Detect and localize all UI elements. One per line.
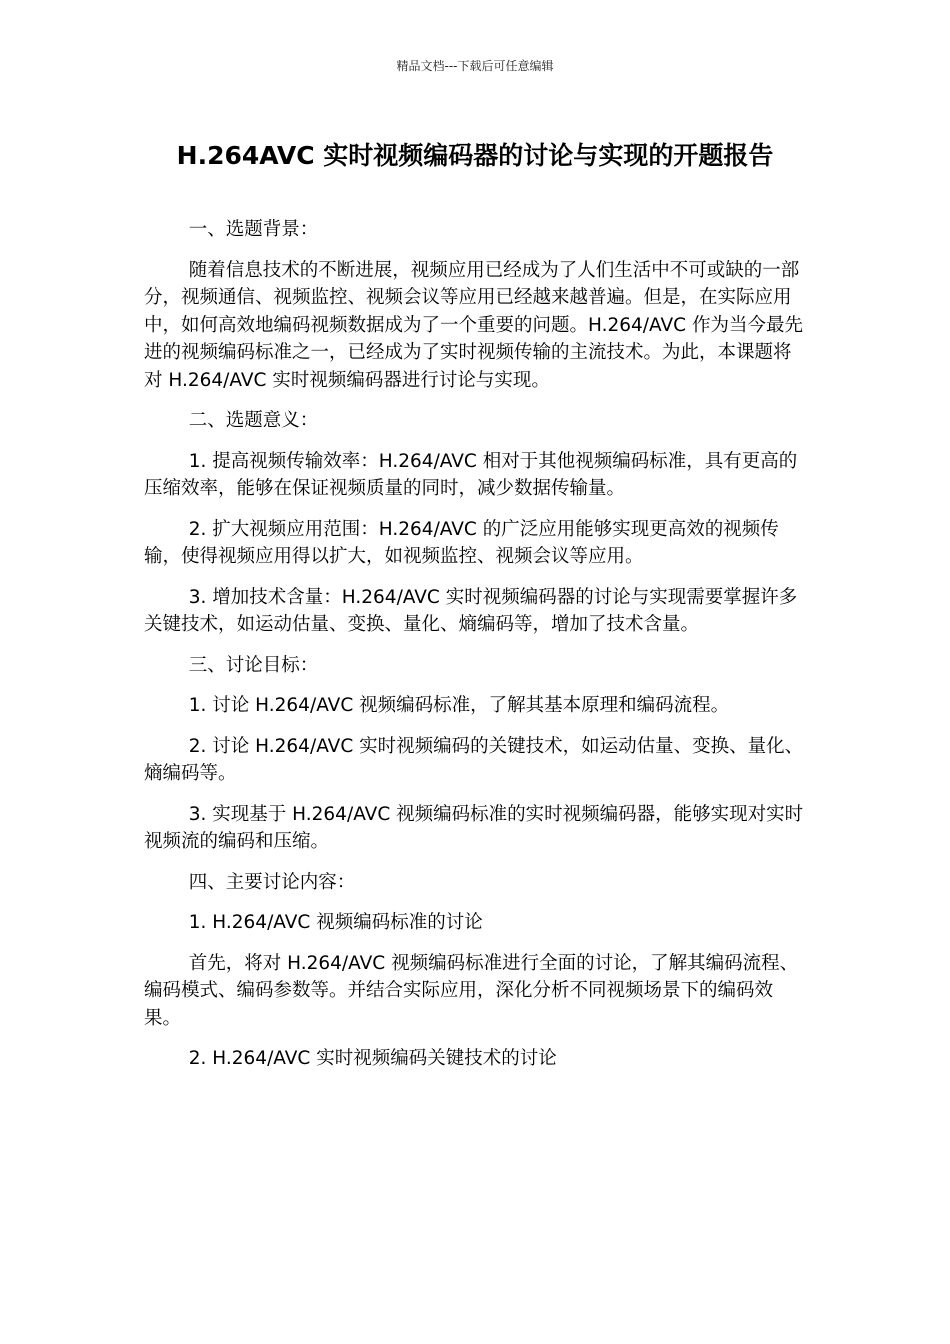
section-heading-significance: 二、选题意义： [188,410,319,431]
subheading-content-2: 2. H.264/AVC 实时视频编码关键技术的讨论 [188,1048,557,1069]
paragraph-background: 随着信息技术的不断进展，视频应用已经成为了人们生活中不可或缺的一部分，视频通信、视频监控、视频会议等应用已经越来越普遍。但是，在实际应用中，如何高效地编码视频数据成为了一个重要的问题。H.264/AVC 作为当今最先进的视频编码标准之一，已经成为了实时视频传输的主流技术。为此，本课题将对 H.264/AVC 实时视频编码器进行讨论与实现。 [144,259,803,391]
paragraph-significance-3: 3. 增加技术含量：H.264/AVC 实时视频编码器的讨论与实现需要掌握许多关键技术，如运动估量、变换、量化、熵编码等，增加了技术含量。 [144,586,798,635]
paragraph-goal-3: 3. 实现基于 H.264/AVC 视频编码标准的实时视频编码器，能够实现对实时视频流的编码和压缩。 [144,803,804,852]
subheading-content-1: 1. H.264/AVC 视频编码标准的讨论 [188,912,483,933]
section-heading-goals: 三、讨论目标： [188,654,319,676]
section-heading-background: 一、选题背景： [188,219,319,240]
document-body [144,216,808,1086]
section-heading-content: 四、主要讨论内容： [188,871,356,893]
page-header-note: 精品文档---下载后可任意编辑 [396,59,554,73]
paragraph-significance-1: 1. 提高视频传输效率：H.264/AVC 相对于其他视频编码标准，具有更高的压缩效率，能够在保证视频质量的同时，减少数据传输量。 [144,450,798,499]
document-title: H.264AVC 实时视频编码器的讨论与实现的开题报告 [176,141,774,170]
paragraph-content-1: 首先，将对 H.264/AVC 视频编码标准进行全面的讨论，了解其编码流程、编码模式、编码参数等。并结合实际应用，深化分析不同视频场景下的编码效果。 [144,952,799,1029]
paragraph-significance-2: 2. 扩大视频应用范围：H.264/AVC 的广泛应用能够实现更高效的视频传输，使得视频应用得以扩大，如视频监控、视频会议等应用。 [144,518,779,567]
paragraph-goal-1: 1. 讨论 H.264/AVC 视频编码标准，了解其基本原理和编码流程。 [188,695,730,716]
paragraph-goal-2: 2. 讨论 H.264/AVC 实时视频编码的关键技术，如运动估量、变换、量化、熵编码等。 [144,735,804,784]
